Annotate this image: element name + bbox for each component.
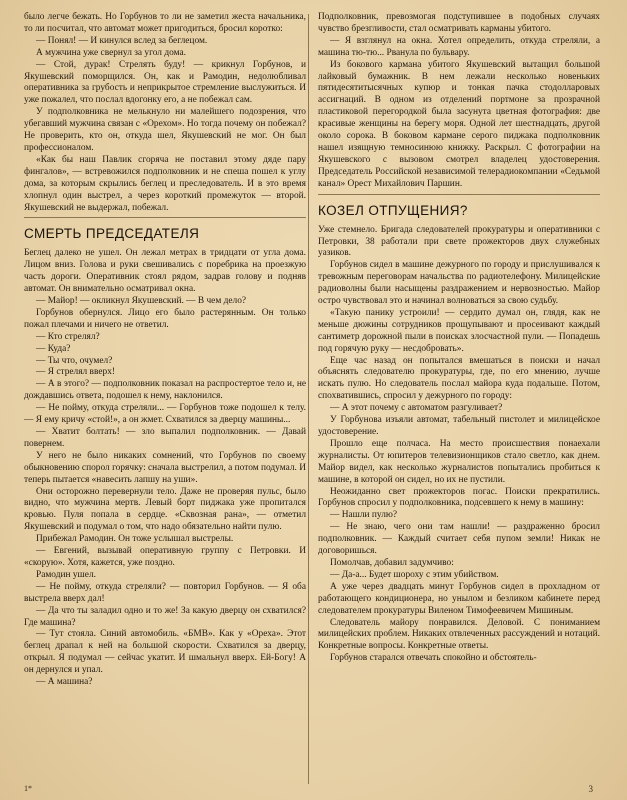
paragraph: «Как бы наш Павлик сгоряча не поставил этому дяде пару фингалов», — встревожился подполковник и не спеша пошел к углу дома, за которым скрылись беглец и преследователь. И в это время хлопнул один выстрел, а через короткий промежуток — второй. Якушевский не выдержал, побежал.	[24, 154, 306, 213]
paragraph: — Понял! — И кинулся вслед за беглецом.	[36, 35, 208, 46]
right-section-text	[318, 225, 600, 666]
paragraph: Горбунов старался отвечать спокойно и обстоятель-	[330, 653, 537, 664]
right-column	[318, 12, 600, 665]
paragraph: — Да-а... Будет шороху с этим убийством.	[330, 569, 499, 580]
paragraph: У Горбунова изъяли автомат, табельный пистолет и милицейское удостоверение.	[318, 415, 600, 437]
paragraph: А мужчина уже свернул за угол дома.	[36, 47, 186, 58]
paragraph: Прибежал Рамодин. Он тоже услышал выстрелы.	[36, 534, 234, 545]
section-rule	[24, 217, 306, 218]
column-divider	[308, 14, 309, 784]
paragraph: «Такую панику устроили! — сердито думал он, глядя, как не меньше дюжины сотрудников прощупывают и просеивают каждый сантиметр дорожной пыли в поисках злосчастной пули. — Попадешь под горячую руку — несдобровать».	[318, 307, 600, 354]
paragraph: — Я стрелял вверх!	[36, 367, 116, 378]
paragraph: — А машина?	[36, 677, 93, 688]
paragraph: Беглец далеко не ушел. Он лежал метрах в тридцати от угла дома. Лицом вниз. Голова и руки свешивались с поребрика на проезжую часть дороги. Оперативник стоял рядом, задрав голову и подняв автомат. Он внимательно осматривал окна.	[24, 248, 306, 295]
paragraph: А уже через двадцать минут Горбунов сидел в прохладном от работающего кондиционера, но унылом и безликом кабинете перед следователем прокуратуры Виленом Тимофеевичем Мишиным.	[318, 581, 600, 616]
paragraph: Из бокового кармана убитого Якушевский вытащил большой лайковый бумажник. В нем лежали несколько новеньких пятидесятитысячных купюр и тонкая пачка стодолларовых ассигнаций. В одном из отделений портмоне за прозрачной пластиковой перегородкой была засунута цветная фотография: две красивые женщины на берегу моря. Одной лет шестнадцать, другой около сорока. В боковом кармане серого пиджака подполковник нашел изящную темносинюю книжку. Раскрыл. С фотографии на Якушевского с вызовом смотрел владелец удостоверения. Председатель Российской независимой телерадиокомпании «Седьмой канал» Орест Михайлович Паршин.	[318, 59, 600, 189]
paragraph: — А в этого? — подполковник показал на распростертое тело и, не дождавшись ответа, подошел к нему, наклонился.	[24, 379, 306, 402]
left-section-text	[24, 248, 306, 689]
section-heading: КОЗЕЛ ОТПУЩЕНИЯ?	[318, 202, 468, 218]
right-opening-text	[318, 12, 600, 191]
paragraph: Уже стемнело. Бригада следователей прокуратуры и оперативники с Петровки, 38 работали при свете прожекторов двух служебных уазиков.	[318, 224, 600, 259]
paragraph: Прошло еще полчаса. На место происшествия понаехали журналисты. От юпитеров телевизионщиков стало светло, как днем. Майор видел, как несколько журналистов попытались пробиться к машине, в которой он сидел, но их не пустили.	[318, 438, 600, 485]
paragraph: — Не знаю, чего они там нашли! — раздраженно бросил подполковник. — Каждый считает себя пупом земли! Никак не договоришься.	[318, 522, 600, 557]
paragraph: Горбунов сидел в машине дежурного по городу и прислушивался к тревожным переговорам начальства по радиотелефону. Милицейские радиоволны были насыщены раздражением и нервозностью. Майор остро чувствовал это и начинал волноваться за свою судьбу.	[318, 260, 600, 307]
paragraph: Они осторожно перевернули тело. Даже не проверяя пульс, было видно, что мужчина мертв. Левый борт пиджака уже пропитался кровью. Пуля попала в сердце. «Сквозная рана», — отметил Якушевский и подумал о том, что надо обязательно найти пулю.	[24, 486, 306, 533]
paragraph: — Не пойму, откуда стреляли... — Горбунов тоже подошел к телу. — Я ему кричу «стой!», а он жмет. Схватился за дверцу машины...	[24, 403, 306, 426]
paragraph: Неожиданно свет прожекторов погас. Поиски прекратились. Горбунов спросил у подполковника, подсевшего к нему в машину:	[318, 486, 600, 509]
paragraph: — Майор! — окликнул Якушевский. — В чем дело?	[36, 296, 247, 307]
left-opening-text	[24, 12, 306, 214]
paragraph: — Ты что, очумел?	[36, 355, 113, 366]
paragraph: Еще час назад он попытался вмешаться в поиски и начал объяснять следователю прокуратуры, где, по его мнению, лучше искать пулю. Но следователь послал майора куда подальше. Потом, спохватившись, спросил у дежурного по городу:	[318, 355, 600, 402]
paragraph: — Да что ты заладил одно и то же! За какую дверцу он схватился? Где машина?	[24, 605, 306, 628]
paragraph: — Нашли пулю?	[330, 510, 398, 521]
paragraph: — Я взглянул на окна. Хотел определить, откуда стреляли, а машина тю-тю... Рванула по бульвару.	[318, 35, 600, 58]
paragraph: было легче бежать. Но Горбунов то ли не заметил жеста начальника, то ли посчитал, что автомат может пригодиться, бросил коротко:	[24, 12, 306, 34]
paragraph: — А этот почему с автоматом разгуливает?	[330, 403, 503, 414]
left-column	[24, 12, 306, 689]
paragraph: — Не пойму, откуда стреляли? — повторил Горбунов. — Я оба выстрела вверх дал!	[24, 581, 306, 604]
paragraph: Помолчав, добавил задумчиво:	[330, 557, 454, 568]
paragraph: Следователь майору понравился. Деловой. С пониманием милицейских проблем. Никаких отвлеченных рассуждений и нотаций. Конкретные вопросы. Конкретные ответы.	[318, 617, 600, 652]
paragraph: У подполковника не мелькнуло ни малейшего подозрения, что убегавший мужчина связан с «Орехом». Но тогда почему он побежал? Не проверить, кто он, откуда шел, Якушевский не мог. Он был профессионалом.	[24, 107, 306, 153]
section-rule	[318, 194, 600, 195]
paragraph: — Хватит болтать! — зло выпалил подполковник. — Давай повернем.	[24, 427, 306, 449]
paragraph: — Тут стояла. Синий автомобиль. «БМВ». Как у «Ореха». Этот беглец драпал к ней на большой скорости. Схватился за дверцу, открыл. Я подумал — сейчас укатит. И шмальнул вверх. Ей-Богу! А он дернулся и упал.	[24, 629, 306, 676]
section-heading: СМЕРТЬ ПРЕДСЕДАТЕЛЯ	[24, 226, 200, 242]
paragraph: У него не было никаких сомнений, что Горбунов по своему обыкновению спорол горячку: сначала выстрелил, а потом подумал. И теперь пытается «навесить лапшу на уши».	[24, 450, 306, 485]
paragraph: — Куда?	[36, 343, 71, 354]
paragraph: — Кто стрелял?	[36, 331, 100, 342]
paragraph: — Евгений, вызывай оперативную группу с Петровки. И «скорую». Хотя, кажется, уже поздно.	[24, 546, 306, 568]
paragraph: Подполковник, превозмогая подступившее в подобных случаях чувство брезгливости, стал осматривать карманы убитого.	[318, 12, 600, 34]
paragraph: Горбунов обернулся. Лицо его было растерянным. Он только пожал плечами и ничего не ответил.	[24, 307, 306, 330]
paragraph: Рамодин ушел.	[36, 569, 96, 580]
footnote-mark: 1*	[24, 784, 32, 793]
paragraph: — Стой, дурак! Стрелять буду! — крикнул Горбунов, и Якушевский поморщился. Он, как и Рамодин, недолюбливал оперативника за грубость и неприкрытое стремление выслужиться. И уже пожалел, что послал вдогонку его, а не побежал сам.	[24, 59, 306, 106]
page-number: 3	[588, 784, 593, 794]
